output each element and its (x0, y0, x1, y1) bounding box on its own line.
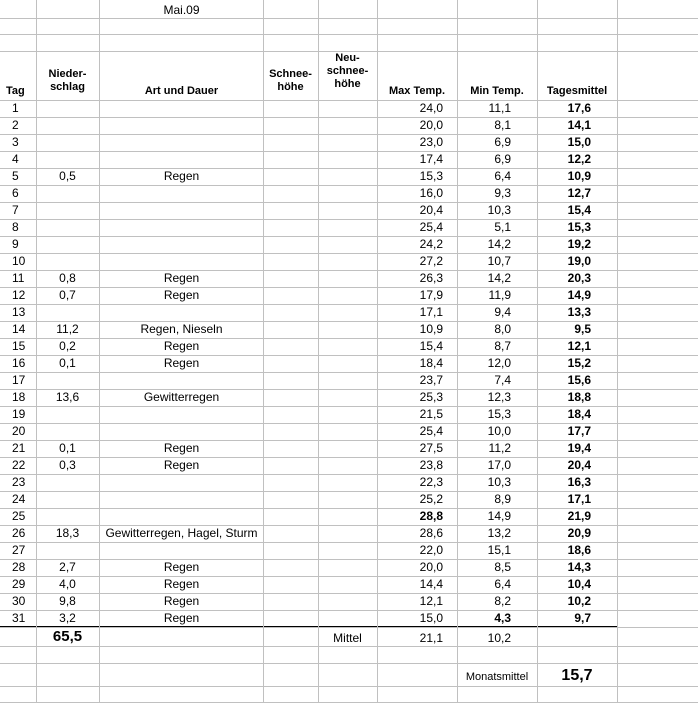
monatsmittel-label: Monatsmittel (465, 671, 529, 683)
row-min-temp: 8,7 (494, 339, 511, 353)
row-min-temp: 6,4 (494, 577, 511, 591)
row-min-temp: 11,2 (488, 441, 511, 455)
grid-row-line (0, 117, 698, 118)
row-niederschlag: 13,6 (55, 390, 80, 404)
row-tag: 7 (12, 203, 19, 217)
row-max-temp: 21,5 (419, 407, 443, 421)
row-min-temp: 12,0 (487, 356, 511, 370)
grid-row-line (0, 134, 698, 135)
row-tag: 14 (12, 322, 26, 336)
grid-row-line (0, 508, 698, 509)
row-tagesmittel: 20,9 (567, 526, 591, 540)
row-tag: 15 (12, 339, 26, 353)
row-max-temp: 27,5 (419, 441, 443, 455)
row-tag: 24 (12, 492, 26, 506)
row-min-temp: 14,2 (487, 271, 511, 285)
row-art-und-dauer: Gewitterregen, Hagel, Sturm (105, 526, 258, 540)
grid-row-line (0, 202, 698, 203)
row-min-temp: 4,3 (494, 611, 511, 625)
row-tagesmittel: 10,4 (567, 577, 591, 591)
grid-col-line (377, 0, 378, 703)
grid-col-line (537, 0, 538, 703)
row-max-temp: 22,3 (419, 475, 443, 489)
row-art-und-dauer: Regen (163, 611, 200, 625)
row-min-temp: 17,0 (487, 458, 511, 472)
row-tagesmittel: 12,2 (567, 152, 591, 166)
row-tag: 1 (12, 101, 19, 115)
row-tagesmittel: 15,0 (567, 135, 591, 149)
row-niederschlag: 0,1 (59, 356, 76, 370)
row-max-temp: 28,8 (419, 509, 443, 523)
max-temp-mean: 21,1 (419, 631, 443, 645)
min-temp-mean: 10,2 (487, 631, 511, 645)
row-tag: 20 (12, 424, 26, 438)
grid-row-line (0, 51, 698, 52)
row-tagesmittel: 18,4 (567, 407, 591, 421)
row-niederschlag: 3,2 (59, 611, 76, 625)
row-min-temp: 13,2 (487, 526, 511, 540)
header-neuschnee-line2: schnee- (326, 65, 369, 77)
row-tagesmittel: 14,9 (567, 288, 591, 302)
row-niederschlag: 0,2 (59, 339, 76, 353)
row-tag: 27 (12, 543, 26, 557)
grid-row-line (0, 287, 698, 288)
row-tagesmittel: 17,1 (567, 492, 591, 506)
row-min-temp: 5,1 (494, 220, 511, 234)
row-tag: 17 (12, 373, 26, 387)
grid-row-line (0, 304, 698, 305)
header-schneehoehe (263, 68, 318, 94)
row-max-temp: 25,2 (419, 492, 443, 506)
row-tagesmittel: 18,6 (567, 543, 591, 557)
grid-row-line (0, 270, 698, 271)
header-art-und-dauer: Art und Dauer (144, 85, 219, 97)
row-tag: 9 (12, 237, 19, 251)
row-niederschlag: 0,8 (59, 271, 76, 285)
row-max-temp: 27,2 (419, 254, 443, 268)
row-min-temp: 9,4 (494, 305, 511, 319)
row-niederschlag: 18,3 (55, 526, 80, 540)
row-max-temp: 20,0 (419, 560, 443, 574)
header-neuschneehoehe (318, 52, 377, 91)
row-tagesmittel: 15,4 (567, 203, 591, 217)
grid-col-line (263, 0, 264, 703)
grid-row-line (0, 440, 698, 441)
header-max-temp: Max Temp. (388, 85, 446, 97)
niederschlag-total: 65,5 (52, 628, 83, 645)
row-niederschlag: 11,2 (56, 322, 79, 336)
grid-row-line (0, 185, 698, 186)
row-tagesmittel: 10,2 (567, 594, 591, 608)
row-tagesmittel: 16,3 (567, 475, 591, 489)
row-tagesmittel: 18,8 (567, 390, 591, 404)
header-schneehoehe-line1: Schnee- (269, 68, 312, 80)
row-tag: 25 (12, 509, 26, 523)
row-min-temp: 11,9 (488, 288, 511, 302)
row-niederschlag: 0,1 (59, 441, 76, 455)
row-min-temp: 10,3 (487, 203, 511, 217)
row-tag: 26 (12, 526, 26, 540)
grid-row-line (0, 338, 698, 339)
row-min-temp: 15,1 (487, 543, 511, 557)
row-max-temp: 17,1 (419, 305, 443, 319)
grid-row-line (0, 18, 698, 19)
grid-col-line (36, 0, 37, 703)
row-max-temp: 23,7 (419, 373, 443, 387)
row-tag: 3 (12, 135, 19, 149)
grid-row-line (0, 491, 698, 492)
row-tag: 18 (12, 390, 26, 404)
row-niederschlag: 9,8 (59, 594, 76, 608)
grid-row-line (0, 100, 698, 101)
row-max-temp: 25,3 (419, 390, 443, 404)
row-max-temp: 23,0 (419, 135, 443, 149)
grid-row-line (0, 406, 698, 407)
row-niederschlag: 2,7 (59, 560, 76, 574)
row-max-temp: 28,6 (419, 526, 443, 540)
row-max-temp: 17,9 (419, 288, 443, 302)
row-tag: 29 (12, 577, 26, 591)
row-tagesmittel: 15,2 (567, 356, 591, 370)
row-min-temp: 6,9 (494, 135, 511, 149)
row-min-temp: 14,2 (487, 237, 511, 251)
row-min-temp: 7,4 (494, 373, 511, 387)
grid-row-line (0, 355, 698, 356)
grid-row-line (0, 686, 698, 687)
row-max-temp: 24,0 (419, 101, 443, 115)
row-art-und-dauer: Regen (163, 339, 200, 353)
grid-row-line (0, 236, 698, 237)
row-tagesmittel: 17,7 (567, 424, 591, 438)
row-art-und-dauer: Gewitterregen (143, 390, 220, 404)
row-min-temp: 6,9 (494, 152, 511, 166)
row-max-temp: 12,1 (419, 594, 443, 608)
grid-row-line (0, 372, 698, 373)
row-max-temp: 20,4 (419, 203, 443, 217)
grid-row-line (0, 663, 698, 664)
row-art-und-dauer: Regen (163, 458, 200, 472)
row-art-und-dauer: Regen (163, 577, 200, 591)
row-tagesmittel: 20,3 (567, 271, 591, 285)
grid-row-line (0, 542, 698, 543)
grid-row-line (0, 576, 698, 577)
row-max-temp: 17,4 (419, 152, 443, 166)
row-art-und-dauer: Regen (163, 441, 200, 455)
row-max-temp: 26,3 (419, 271, 443, 285)
row-tagesmittel: 15,3 (567, 220, 591, 234)
grid-row-line (0, 610, 698, 611)
grid-col-line (617, 0, 618, 703)
row-max-temp: 15,0 (419, 611, 443, 625)
row-art-und-dauer: Regen (163, 288, 200, 302)
grid-row-line (0, 34, 698, 35)
row-max-temp: 16,0 (419, 186, 443, 200)
row-tagesmittel: 17,6 (567, 101, 591, 115)
row-tagesmittel: 15,6 (567, 373, 591, 387)
row-tag: 31 (12, 611, 26, 625)
row-min-temp: 8,1 (494, 118, 511, 132)
row-max-temp: 10,9 (419, 322, 443, 336)
row-art-und-dauer: Regen (163, 594, 200, 608)
grid-row-line (0, 646, 698, 647)
row-tagesmittel: 13,3 (567, 305, 591, 319)
row-tag: 19 (12, 407, 26, 421)
header-neuschnee-line1: Neu- (335, 52, 360, 64)
row-min-temp: 8,2 (494, 594, 511, 608)
row-tagesmittel: 9,5 (574, 322, 591, 336)
row-niederschlag: 0,5 (59, 169, 76, 183)
row-tag: 23 (12, 475, 26, 489)
row-tag: 4 (12, 152, 19, 166)
monatsmittel-value: 15,7 (561, 667, 593, 684)
row-min-temp: 15,3 (487, 407, 511, 421)
row-max-temp: 23,8 (419, 458, 443, 472)
grid-row-line (0, 389, 698, 390)
row-tagesmittel: 19,4 (567, 441, 591, 455)
row-tag: 6 (12, 186, 19, 200)
header-niederschlag-line2: schlag (50, 81, 85, 93)
row-tagesmittel: 19,0 (567, 254, 591, 268)
row-max-temp: 25,4 (419, 220, 443, 234)
grid-row-line (0, 219, 698, 220)
row-min-temp: 10,7 (487, 254, 511, 268)
row-tagesmittel: 14,3 (567, 560, 591, 574)
grid-row-line (0, 457, 698, 458)
grid-col-line (99, 0, 100, 703)
grid-row-line (0, 168, 698, 169)
row-tag: 21 (12, 441, 26, 455)
grid-row-line (0, 559, 698, 560)
header-niederschlag-line1: Nieder- (48, 68, 87, 80)
row-art-und-dauer: Regen (163, 169, 200, 183)
row-tag: 13 (12, 305, 26, 319)
header-neuschnee-line3: höhe (334, 78, 361, 90)
row-tag: 10 (12, 254, 26, 268)
row-min-temp: 10,0 (487, 424, 511, 438)
row-max-temp: 18,4 (419, 356, 443, 370)
sheet-title: Mai.09 (163, 3, 200, 17)
grid-row-line (0, 321, 698, 322)
header-min-temp: Min Temp. (470, 85, 524, 97)
row-max-temp: 15,4 (419, 339, 443, 353)
row-art-und-dauer: Regen (163, 356, 200, 370)
grid-col-line (457, 0, 458, 703)
grid-row-line (0, 525, 698, 526)
row-tagesmittel: 12,1 (567, 339, 591, 353)
row-min-temp: 10,3 (487, 475, 511, 489)
row-tag: 8 (12, 220, 19, 234)
row-max-temp: 20,0 (419, 118, 443, 132)
row-min-temp: 8,0 (494, 322, 511, 336)
grid-row-line (0, 593, 698, 594)
grid-row-line (0, 474, 698, 475)
row-tagesmittel: 21,9 (567, 509, 591, 523)
row-tagesmittel: 20,4 (567, 458, 591, 472)
row-max-temp: 22,0 (419, 543, 443, 557)
header-tagesmittel: Tagesmittel (546, 85, 608, 97)
grid-col-line (318, 0, 319, 703)
row-tagesmittel: 10,9 (567, 169, 591, 183)
row-min-temp: 6,4 (494, 169, 511, 183)
row-niederschlag: 4,0 (59, 577, 76, 591)
row-tag: 28 (12, 560, 26, 574)
row-tagesmittel: 19,2 (567, 237, 591, 251)
row-min-temp: 8,5 (494, 560, 511, 574)
row-tag: 22 (12, 458, 26, 472)
row-tag: 30 (12, 594, 26, 608)
grid-row-line (0, 423, 698, 424)
row-min-temp: 8,9 (494, 492, 511, 506)
header-schneehoehe-line2: höhe (277, 81, 304, 93)
row-tag: 12 (12, 288, 26, 302)
row-max-temp: 24,2 (419, 237, 443, 251)
row-max-temp: 25,4 (419, 424, 443, 438)
grid-row-line (0, 253, 698, 254)
row-tagesmittel: 14,1 (567, 118, 591, 132)
grid-row-line (0, 627, 698, 628)
row-art-und-dauer: Regen, Nieseln (140, 322, 223, 336)
mittel-label: Mittel (333, 631, 362, 645)
row-tag: 11 (12, 271, 25, 285)
row-tag: 16 (12, 356, 26, 370)
row-max-temp: 15,3 (419, 169, 443, 183)
row-niederschlag: 0,3 (59, 458, 76, 472)
row-tag: 2 (12, 118, 19, 132)
row-min-temp: 12,3 (487, 390, 511, 404)
header-tag: Tag (6, 85, 25, 97)
row-min-temp: 9,3 (494, 186, 511, 200)
row-max-temp: 14,4 (419, 577, 443, 591)
row-art-und-dauer: Regen (163, 271, 200, 285)
row-min-temp: 11,1 (488, 101, 511, 115)
row-niederschlag: 0,7 (59, 288, 76, 302)
row-art-und-dauer: Regen (163, 560, 200, 574)
grid-row-line (0, 151, 698, 152)
row-min-temp: 14,9 (487, 509, 511, 523)
header-niederschlag (36, 68, 99, 94)
row-tagesmittel: 9,7 (574, 611, 591, 625)
row-tagesmittel: 12,7 (567, 186, 591, 200)
row-tag: 5 (12, 169, 19, 183)
